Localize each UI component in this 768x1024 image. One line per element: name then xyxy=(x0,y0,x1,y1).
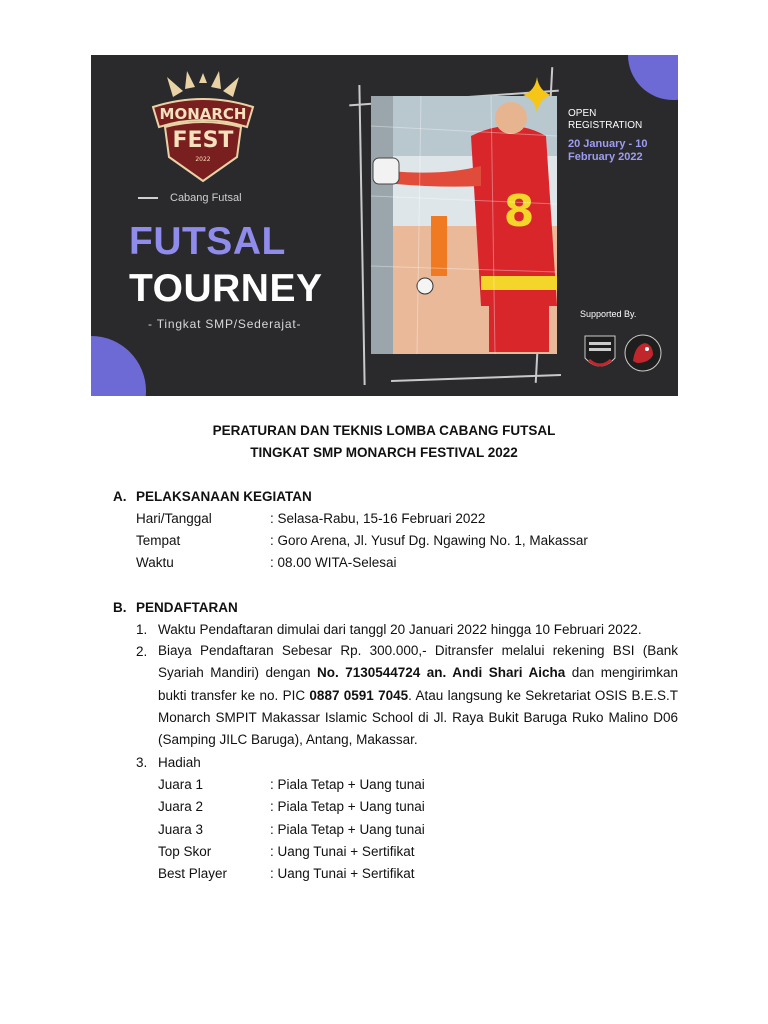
registration-dates: 20 January - 10 February 2022 xyxy=(568,138,648,163)
banner-title-tourney: TOURNEY xyxy=(129,267,323,310)
registration-period-text: Waktu Pendaftaran dimulai dari tanggl 20 Januari 2022 hingga 10 Februari 2022. xyxy=(158,622,642,637)
osis-rooster-logo xyxy=(623,333,663,373)
svg-text:8: 8 xyxy=(503,186,535,237)
info-key-time: Waktu xyxy=(136,555,174,570)
registration-fee-paragraph: Biaya Pendaftaran Sebesar Rp. 300.000,- Ditransfer melalui rekening BSI (Bank Syariah Mandiri) dengan No. 7130544724 an. Andi Shari Aicha dan mengirimkan bukti transfer ke no. PIC 0887 0591 7045. Atau langsung ke Sekretariat OSIS B.E.S.T Monarch SMPIT Makassar Islamic School di Jl. Raya Bukit Baruga Ruko Malino D06 (Samping JILC Baruga), Antang, Makassar. xyxy=(158,643,678,748)
frame-line xyxy=(358,85,365,385)
prize-heading: Hadiah xyxy=(158,755,201,770)
prize-key: Top Skor xyxy=(158,844,212,859)
list-number: 3. xyxy=(136,755,148,770)
decorative-blob-top-right xyxy=(628,55,678,100)
svg-text:2022: 2022 xyxy=(195,156,211,163)
school-shield-logo xyxy=(583,334,617,374)
prize-value: : Uang Tunai + Sertifikat xyxy=(270,866,415,881)
info-value-place: : Goro Arena, Jl. Yusuf Dg. Ngawing No. 1, Makassar xyxy=(270,533,588,548)
banner-title-futsal: FUTSAL xyxy=(129,220,286,263)
document-title-line2: TINGKAT SMP MONARCH FESTIVAL 2022 xyxy=(250,445,518,460)
list-number: 1. xyxy=(136,622,148,637)
dash-divider xyxy=(138,197,158,199)
prize-key: Juara 2 xyxy=(158,799,204,814)
level-subtitle: - Tingkat SMP/Sederajat- xyxy=(148,317,302,331)
prize-value: : Piala Tetap + Uang tunai xyxy=(270,777,425,792)
open-registration-label: OPEN REGISTRATION xyxy=(568,108,643,131)
futsal-player-photo xyxy=(371,96,557,354)
section-a-heading: A. PELAKSANAAN KEGIATAN xyxy=(113,489,312,504)
info-value-date: : Selasa-Rabu, 15-16 Februari 2022 xyxy=(270,511,486,526)
pic-phone-number: 0887 0591 7045 xyxy=(309,687,409,703)
monarch-fest-logo xyxy=(143,69,263,189)
svg-text:MONARCH: MONARCH xyxy=(159,105,247,123)
sparkle-icon xyxy=(523,77,551,113)
prize-value: : Piala Tetap + Uang tunai xyxy=(270,799,425,814)
prize-key: Best Player xyxy=(158,866,228,881)
info-key-place: Tempat xyxy=(136,533,181,548)
category-label: Cabang Futsal xyxy=(138,192,242,204)
goalkeeper-image xyxy=(371,96,557,354)
info-value-time: : 08.00 WITA-Selesai xyxy=(270,555,397,570)
prize-value: : Piala Tetap + Uang tunai xyxy=(270,822,425,837)
event-banner xyxy=(91,55,678,396)
list-number: 2. xyxy=(136,644,148,659)
svg-text:FEST: FEST xyxy=(172,128,234,153)
document-title-line1: PERATURAN DAN TEKNIS LOMBA CABANG FUTSAL xyxy=(212,423,556,438)
prize-key: Juara 1 xyxy=(158,777,204,792)
info-key-date: Hari/Tanggal xyxy=(136,511,212,526)
supported-by-label: Supported By. xyxy=(580,309,637,319)
section-b-heading: B. PENDAFTARAN xyxy=(113,600,238,615)
decorative-blob-bottom-left xyxy=(91,336,146,396)
prize-value: : Uang Tunai + Sertifikat xyxy=(270,844,415,859)
bank-account-number: No. 7130544724 an. Andi Shari Aicha xyxy=(317,665,566,681)
prize-key: Juara 3 xyxy=(158,822,204,837)
